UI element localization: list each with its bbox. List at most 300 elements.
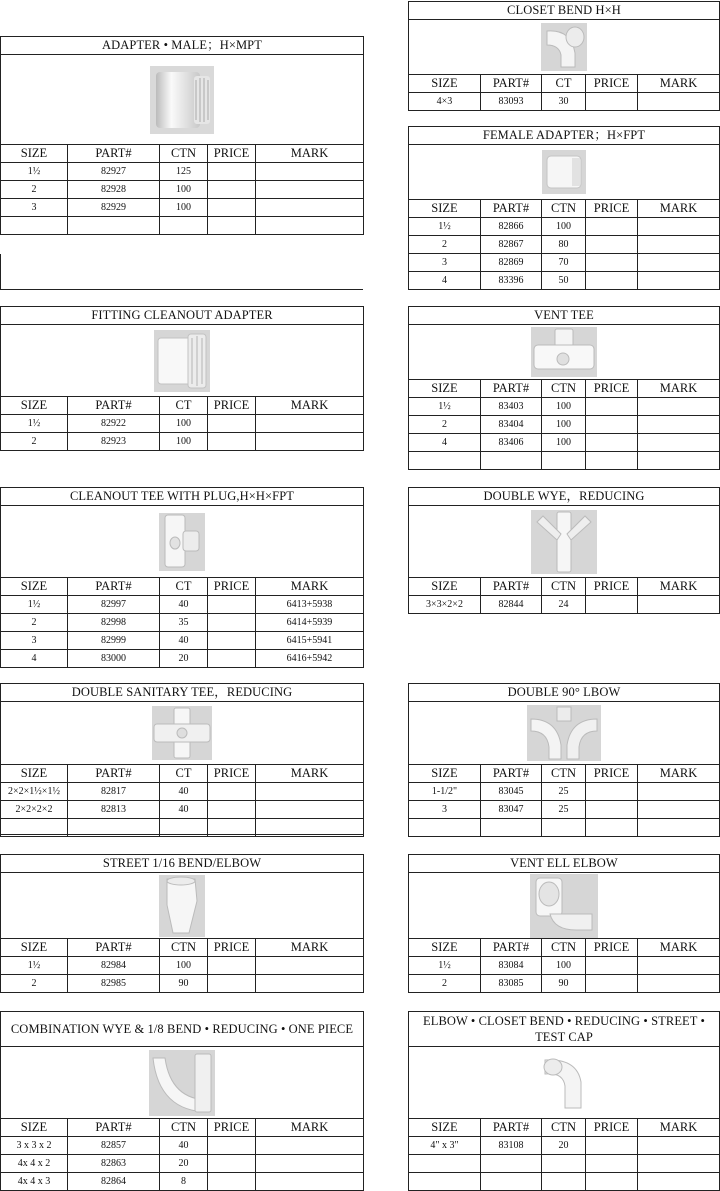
table-cell: [586, 434, 638, 452]
product-photo-area: [0, 54, 364, 144]
table-cell: [409, 1155, 481, 1173]
column-header: PRICE: [586, 200, 638, 218]
table-row: [1, 819, 364, 837]
table-cell: 40: [160, 596, 208, 614]
table-cell: 1½: [409, 218, 481, 236]
table-cell: [68, 819, 160, 837]
table-cell: 3 x 3 x 2: [1, 1137, 68, 1155]
product-table: [408, 1118, 720, 1191]
table-row: [1, 181, 364, 199]
table-cell: [208, 1173, 256, 1191]
table-cell: 83000: [68, 650, 160, 668]
table-cell: 25: [542, 783, 586, 801]
table-cell: [586, 819, 638, 837]
column-header: MARK: [256, 765, 364, 783]
table-cell: [638, 93, 720, 111]
product-table: [408, 379, 720, 470]
table-header-row: [1, 578, 364, 596]
table-cell: 35: [160, 614, 208, 632]
table-cell: 4: [1, 650, 68, 668]
table-cell: [208, 433, 256, 451]
product-title: ADAPTER • MALE；H×MPT: [0, 36, 364, 54]
table-cell: 90: [542, 975, 586, 993]
table-cell: [1, 819, 68, 837]
table-header-row: [1, 765, 364, 783]
product-table: [0, 1118, 364, 1191]
column-header: CTN: [542, 765, 586, 783]
product-title: FEMALE ADAPTER；H×FPT: [408, 126, 720, 144]
table-header-row: [409, 380, 720, 398]
column-header: PART#: [68, 578, 160, 596]
column-header: PRICE: [208, 578, 256, 596]
table-cell: [160, 819, 208, 837]
table-cell: 83085: [481, 975, 542, 993]
table-cell: [1, 217, 68, 235]
table-cell: [481, 819, 542, 837]
column-header: MARK: [256, 397, 364, 415]
column-header: SIZE: [1, 939, 68, 957]
table-cell: 82985: [68, 975, 160, 993]
table-row: [409, 398, 720, 416]
product-photo-area: [0, 1046, 364, 1118]
column-header: CT: [160, 765, 208, 783]
table-cell: [638, 783, 720, 801]
double-elbow-icon: [527, 705, 601, 761]
table-cell: 100: [160, 957, 208, 975]
table-header-row: [409, 939, 720, 957]
table-header-row: [1, 397, 364, 415]
table-cell: 24: [542, 596, 586, 614]
column-header: SIZE: [1, 765, 68, 783]
table-cell: [586, 272, 638, 290]
table-row: [409, 783, 720, 801]
product-title: CLEANOUT TEE WITH PLUG,H×H×FPT: [0, 487, 364, 505]
table-cell: [638, 218, 720, 236]
table-row: [1, 433, 364, 451]
table-cell: [256, 415, 364, 433]
table-cell: 83406: [481, 434, 542, 452]
table-cell: 125: [160, 163, 208, 181]
table-cell: 80: [542, 236, 586, 254]
table-cell: 20: [160, 1155, 208, 1173]
double-wye-icon: [531, 510, 597, 574]
table-cell: [481, 1155, 542, 1173]
table-cell: 2: [1, 614, 68, 632]
table-row: [409, 957, 720, 975]
product-title: VENT ELL ELBOW: [408, 854, 720, 872]
divider-line: [0, 289, 363, 290]
table-cell: 1½: [1, 957, 68, 975]
table-row: [1, 596, 364, 614]
column-header: PART#: [68, 1119, 160, 1137]
closet-bend-icon: [541, 23, 587, 71]
product-table: [0, 144, 364, 235]
table-cell: 83047: [481, 801, 542, 819]
column-header: PRICE: [208, 1119, 256, 1137]
table-cell: [481, 452, 542, 470]
table-row: [409, 1155, 720, 1173]
table-header-row: [409, 200, 720, 218]
table-cell: [208, 632, 256, 650]
table-header-row: [409, 1119, 720, 1137]
table-cell: [208, 650, 256, 668]
table-cell: [586, 957, 638, 975]
table-cell: 82984: [68, 957, 160, 975]
table-cell: [638, 1173, 720, 1191]
table-header-row: [1, 1119, 364, 1137]
table-cell: 25: [542, 801, 586, 819]
table-row: [409, 452, 720, 470]
table-cell: 1½: [409, 957, 481, 975]
product-table: [0, 938, 364, 993]
table-cell: [256, 163, 364, 181]
table-cell: 4x 4 x 2: [1, 1155, 68, 1173]
product-card-double-wye: [408, 487, 720, 614]
table-cell: 83403: [481, 398, 542, 416]
table-cell: [256, 1173, 364, 1191]
column-header: MARK: [638, 765, 720, 783]
table-cell: 100: [160, 199, 208, 217]
column-header: PRICE: [586, 380, 638, 398]
column-header: SIZE: [1, 397, 68, 415]
column-header: CTN: [542, 380, 586, 398]
test-cap-elbow-icon: [537, 1052, 591, 1114]
table-cell: [542, 452, 586, 470]
table-row: [1, 975, 364, 993]
column-header: MARK: [638, 939, 720, 957]
table-cell: 82857: [68, 1137, 160, 1155]
column-header: CT: [160, 397, 208, 415]
table-cell: 2: [1, 975, 68, 993]
table-cell: 82864: [68, 1173, 160, 1191]
table-cell: [638, 957, 720, 975]
table-header-row: [409, 765, 720, 783]
column-header: CTN: [160, 1119, 208, 1137]
product-table: [408, 938, 720, 993]
table-cell: [256, 433, 364, 451]
table-cell: [208, 819, 256, 837]
table-cell: [256, 199, 364, 217]
table-cell: 2: [409, 236, 481, 254]
table-row: [409, 93, 720, 111]
table-cell: 4: [409, 272, 481, 290]
table-cell: [208, 801, 256, 819]
product-card-vent-ell: [408, 854, 720, 993]
product-card-double-sanitary-tee: [0, 683, 364, 837]
table-cell: [256, 783, 364, 801]
product-card-cleanout-tee: [0, 487, 364, 668]
column-header: PART#: [481, 578, 542, 596]
product-photo-area: [408, 19, 720, 74]
table-cell: 82923: [68, 433, 160, 451]
table-cell: [586, 398, 638, 416]
table-cell: [586, 236, 638, 254]
table-cell: [638, 1137, 720, 1155]
product-card-vent-tee: [408, 306, 720, 470]
product-card-combination-wye: [0, 1011, 364, 1191]
column-header: PART#: [68, 397, 160, 415]
table-cell: [638, 434, 720, 452]
table-cell: 3×3×2×2: [409, 596, 481, 614]
product-card-street-bend: [0, 854, 364, 993]
table-cell: [256, 181, 364, 199]
product-card-adapter-male: [0, 36, 364, 235]
combination-wye-icon: [149, 1050, 215, 1116]
column-header: PART#: [481, 1119, 542, 1137]
column-header: PART#: [481, 939, 542, 957]
table-cell: 2: [409, 416, 481, 434]
table-row: [409, 434, 720, 452]
table-cell: 4×3: [409, 93, 481, 111]
product-table: [408, 577, 720, 614]
column-header: CTN: [542, 578, 586, 596]
table-cell: 100: [160, 181, 208, 199]
column-header: CTN: [542, 939, 586, 957]
table-cell: 8: [160, 1173, 208, 1191]
table-cell: 4: [409, 434, 481, 452]
table-cell: 3: [1, 632, 68, 650]
table-cell: [256, 1155, 364, 1173]
table-cell: 83045: [481, 783, 542, 801]
column-header: MARK: [256, 1119, 364, 1137]
table-cell: [638, 416, 720, 434]
column-header: CTN: [542, 1119, 586, 1137]
product-table: [408, 199, 720, 290]
table-cell: [542, 819, 586, 837]
product-card-test-cap-elbow: [408, 1011, 720, 1191]
product-photo-area: [0, 324, 364, 396]
table-cell: [638, 1155, 720, 1173]
table-cell: 30: [542, 93, 586, 111]
product-photo-area: [408, 505, 720, 577]
table-cell: [68, 217, 160, 235]
product-table: [0, 577, 364, 668]
product-title: CLOSET BEND H×H: [408, 1, 720, 19]
table-cell: 4" x 3": [409, 1137, 481, 1155]
table-cell: [586, 975, 638, 993]
table-header-row: [1, 145, 364, 163]
table-row: [409, 1173, 720, 1191]
table-cell: [409, 819, 481, 837]
table-cell: [586, 1173, 638, 1191]
table-cell: 6415+5941: [256, 632, 364, 650]
column-header: SIZE: [409, 1119, 481, 1137]
table-row: [409, 596, 720, 614]
table-cell: 82817: [68, 783, 160, 801]
column-header: MARK: [256, 145, 364, 163]
table-cell: [586, 452, 638, 470]
column-header: CT: [160, 578, 208, 596]
vent-ell-icon: [530, 874, 598, 938]
vent-tee-icon: [531, 327, 597, 377]
table-cell: 1½: [1, 163, 68, 181]
table-cell: 2×2×2×2: [1, 801, 68, 819]
table-cell: [586, 783, 638, 801]
table-row: [409, 236, 720, 254]
table-cell: [586, 1155, 638, 1173]
product-title: DOUBLE WYE，REDUCING: [408, 487, 720, 505]
table-cell: 82997: [68, 596, 160, 614]
column-header: MARK: [638, 1119, 720, 1137]
product-title: DOUBLE 90° LBOW: [408, 683, 720, 701]
product-title: DOUBLE SANITARY TEE，REDUCING: [0, 683, 364, 701]
column-header: MARK: [638, 380, 720, 398]
column-header: SIZE: [1, 578, 68, 596]
table-cell: 100: [160, 415, 208, 433]
table-cell: 100: [542, 434, 586, 452]
table-cell: 82928: [68, 181, 160, 199]
table-cell: [542, 1155, 586, 1173]
table-cell: [638, 596, 720, 614]
product-table: [408, 74, 720, 111]
table-row: [1, 783, 364, 801]
table-row: [409, 218, 720, 236]
column-header: PRICE: [208, 765, 256, 783]
table-cell: 100: [160, 433, 208, 451]
column-header: SIZE: [1, 145, 68, 163]
table-cell: [542, 1173, 586, 1191]
table-header-row: [409, 578, 720, 596]
table-cell: 82867: [481, 236, 542, 254]
product-photo-area: [408, 701, 720, 764]
table-cell: [208, 217, 256, 235]
column-header: SIZE: [409, 75, 481, 93]
table-cell: [208, 181, 256, 199]
table-cell: [208, 614, 256, 632]
table-row: [1, 1173, 364, 1191]
table-cell: [638, 975, 720, 993]
column-header: SIZE: [409, 380, 481, 398]
table-cell: 83404: [481, 416, 542, 434]
product-card-female-adapter: [408, 126, 720, 290]
table-header-row: [409, 75, 720, 93]
table-cell: [256, 1137, 364, 1155]
table-cell: [256, 801, 364, 819]
table-cell: 82998: [68, 614, 160, 632]
table-cell: 100: [542, 218, 586, 236]
table-row: [409, 254, 720, 272]
table-cell: [638, 398, 720, 416]
table-cell: [586, 416, 638, 434]
column-header: PRICE: [586, 1119, 638, 1137]
table-cell: [586, 93, 638, 111]
column-header: SIZE: [1, 1119, 68, 1137]
table-cell: [256, 975, 364, 993]
column-header: CTN: [160, 939, 208, 957]
table-cell: [638, 452, 720, 470]
table-row: [1, 199, 364, 217]
column-header: PART#: [68, 939, 160, 957]
table-cell: 50: [542, 272, 586, 290]
column-header: SIZE: [409, 939, 481, 957]
table-header-row: [1, 939, 364, 957]
column-header: PRICE: [586, 939, 638, 957]
column-header: SIZE: [409, 765, 481, 783]
column-header: PART#: [481, 765, 542, 783]
column-header: CT: [542, 75, 586, 93]
product-photo-area: [408, 872, 720, 938]
table-row: [409, 272, 720, 290]
product-photo-area: [0, 872, 364, 938]
table-cell: [481, 1173, 542, 1191]
table-cell: 82863: [68, 1155, 160, 1173]
table-cell: 20: [542, 1137, 586, 1155]
table-cell: 83108: [481, 1137, 542, 1155]
table-cell: 82927: [68, 163, 160, 181]
table-cell: [208, 415, 256, 433]
table-cell: 3: [409, 254, 481, 272]
table-cell: 6413+5938: [256, 596, 364, 614]
table-cell: 2: [1, 181, 68, 199]
column-header: MARK: [638, 578, 720, 596]
table-cell: [638, 819, 720, 837]
table-row: [1, 957, 364, 975]
product-card-cleanout-adapter: [0, 306, 364, 451]
product-table: [0, 396, 364, 451]
table-cell: 83093: [481, 93, 542, 111]
column-header: MARK: [256, 939, 364, 957]
table-row: [1, 1155, 364, 1173]
column-header: CTN: [542, 200, 586, 218]
table-cell: [160, 217, 208, 235]
table-cell: [208, 1137, 256, 1155]
table-row: [409, 416, 720, 434]
column-header: PRICE: [586, 75, 638, 93]
column-header: CTN: [160, 145, 208, 163]
table-cell: [208, 783, 256, 801]
table-row: [409, 801, 720, 819]
product-title: STREET 1/16 BEND/ELBOW: [0, 854, 364, 872]
table-cell: 82929: [68, 199, 160, 217]
table-row: [1, 1137, 364, 1155]
product-photo-area: [408, 1046, 720, 1118]
table-row: [409, 1137, 720, 1155]
product-table: [408, 764, 720, 837]
table-cell: 6416+5942: [256, 650, 364, 668]
column-header: SIZE: [409, 578, 481, 596]
table-row: [1, 650, 364, 668]
column-header: SIZE: [409, 200, 481, 218]
table-cell: 40: [160, 1137, 208, 1155]
table-cell: 6414+5939: [256, 614, 364, 632]
column-header: PRICE: [586, 578, 638, 596]
table-cell: 1-1/2": [409, 783, 481, 801]
table-cell: [208, 199, 256, 217]
table-row: [409, 819, 720, 837]
table-cell: 2×2×1½×1½: [1, 783, 68, 801]
table-cell: [586, 218, 638, 236]
column-header: MARK: [256, 578, 364, 596]
table-cell: 82869: [481, 254, 542, 272]
product-title: ELBOW • CLOSET BEND • REDUCING • STREET • TEST CAP: [408, 1011, 720, 1046]
product-title: COMBINATION WYE & 1/8 BEND • REDUCING • ONE PIECE: [0, 1011, 364, 1046]
table-cell: 40: [160, 632, 208, 650]
table-cell: 82922: [68, 415, 160, 433]
column-header: PART#: [481, 75, 542, 93]
column-header: MARK: [638, 200, 720, 218]
product-card-closet-bend: [408, 1, 720, 111]
cleanout-tee-icon: [159, 513, 205, 571]
product-table: [0, 764, 364, 837]
cleanout-adapter-icon: [154, 330, 210, 392]
column-header: PART#: [481, 200, 542, 218]
table-cell: [638, 236, 720, 254]
table-row: [1, 632, 364, 650]
table-cell: [638, 801, 720, 819]
street-bend-icon: [159, 875, 205, 937]
table-cell: [638, 272, 720, 290]
table-cell: 100: [542, 957, 586, 975]
